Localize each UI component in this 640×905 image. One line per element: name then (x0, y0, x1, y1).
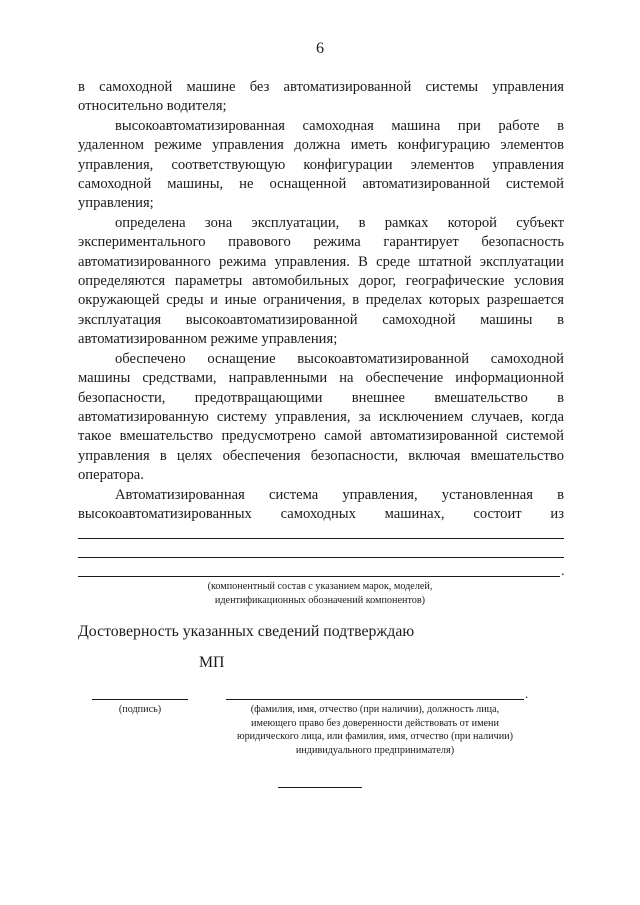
name-caption-line-3: юридического лица, или фамилия, имя, отчество (при наличии) (236, 731, 514, 742)
paragraph-1: в самоходной машине без автоматизированной системы управления относительно водителя; (78, 79, 564, 115)
name-caption (210, 703, 540, 757)
name-line (226, 699, 524, 700)
components-end-mark: . (561, 564, 565, 579)
components-fill-line-1 (78, 538, 564, 539)
page-number: 6 (316, 40, 324, 57)
paragraph-2: высокоавтоматизированная самоходная машина при работе в удаленном режиме управления должна иметь конфигурацию элементов управления, соответствующую конфигурации элементов управления самоходной машины, не оснащенной автоматизированной системой управления; (78, 117, 564, 212)
closing-divider (278, 787, 362, 788)
stamp-place-label: МП (199, 654, 225, 671)
components-caption-line-2: идентификационных обозначений компонентов) (214, 594, 426, 606)
components-caption (150, 580, 490, 607)
paragraph-3: определена зона эксплуатации, в рамках которой субъект экспериментального правового режима гарантирует безопасность автоматизированного режима управления. В среде штатной эксплуатации определяются параметры автомобильных дорог, географические условия окружающей среды и иные ограничения, в пределах которых разрешается эксплуатация высокоавтоматизированной самоходной машины в автоматизированном режиме управления; (78, 214, 564, 348)
signature-caption: (подпись) (118, 704, 162, 715)
name-caption-line-4: индивидуального предпринимателя) (295, 744, 455, 756)
document-body (78, 78, 564, 524)
paragraph-5: Автоматизированная система управления, установленная в высокоавтоматизированных самоходных машинах, состоит из (78, 486, 564, 522)
name-end-mark: . (525, 686, 529, 701)
confirmation-statement: Достоверность указанных сведений подтверждаю (78, 623, 415, 640)
components-fill-line-2 (78, 557, 564, 558)
components-caption-line-1: (компонентный состав с указанием марок, моделей, (207, 581, 433, 592)
components-fill-line-3 (78, 576, 560, 577)
name-caption-line-2: имеющего право без доверенности действовать от имени (251, 717, 499, 729)
signature-line (92, 699, 188, 700)
name-caption-line-1: (фамилия, имя, отчество (при наличии), должность лица, (250, 704, 500, 715)
paragraph-4: обеспечено оснащение высокоавтоматизированной самоходной машины средствами, направленными на обеспечение информационной безопасности, предотвращающими внешнее вмешательство в автоматизированную систему управления, за исключением случаев, когда такое вмешательство предусмотрено самой автоматизированной системой управления в целях обеспечения безопасности, включая вмешательство оператора. (78, 350, 564, 484)
